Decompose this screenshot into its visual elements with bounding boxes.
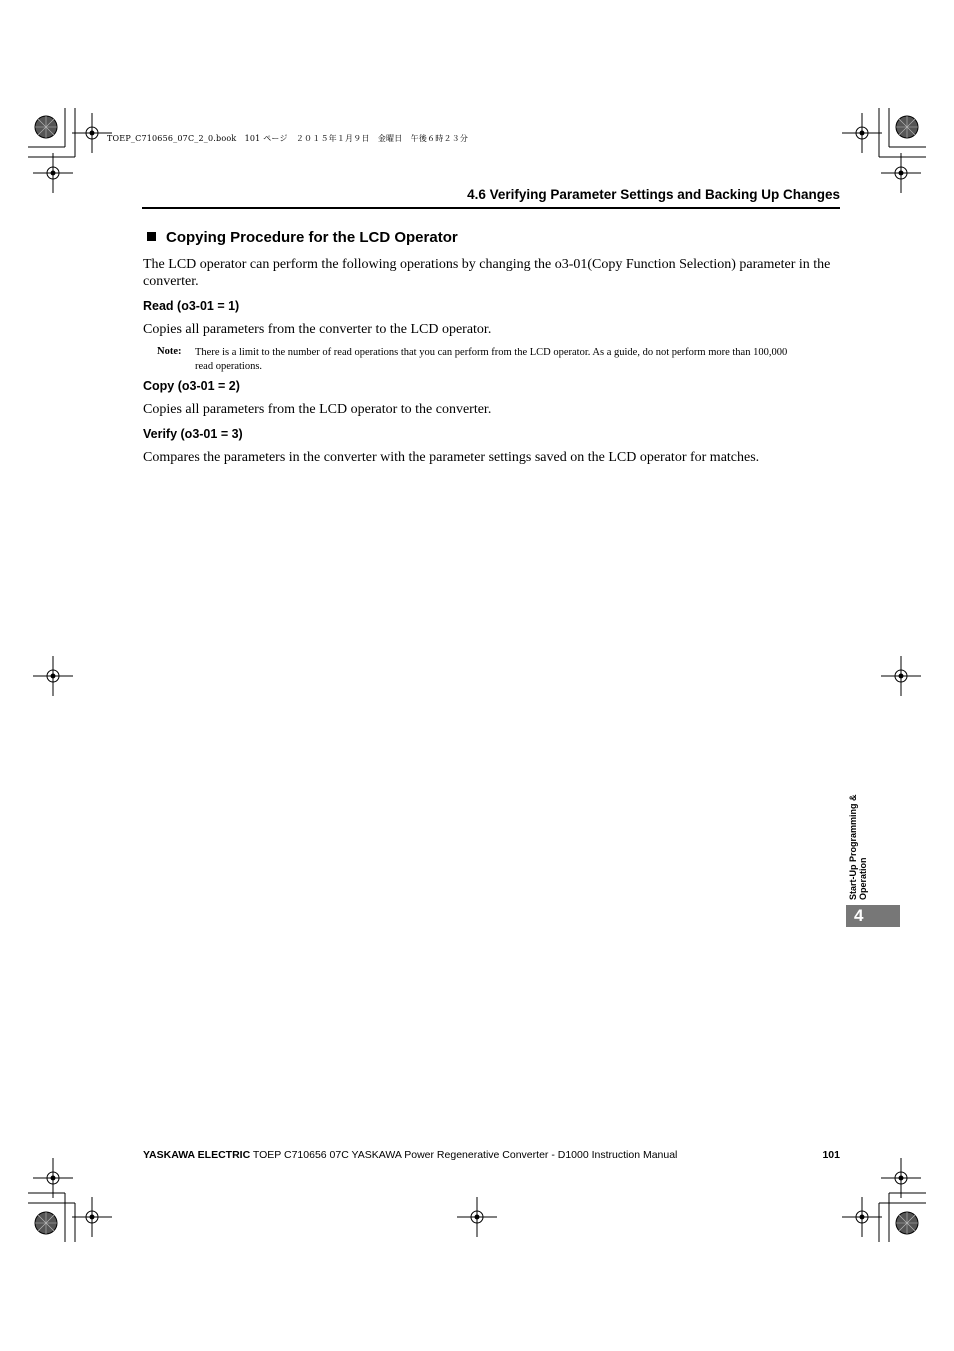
copy-paragraph: Copies all parameters from the LCD operator to the converter. xyxy=(143,402,492,417)
chapter-side-label: Start-Up Programming & Operation xyxy=(848,794,868,900)
read-heading: Read (o3-01 = 1) xyxy=(143,299,240,313)
verify-heading: Verify (o3-01 = 3) xyxy=(143,427,243,441)
footer-brand: YASKAWA ELECTRIC xyxy=(143,1149,251,1161)
note-label: Note: xyxy=(157,346,182,357)
page-number: 101 xyxy=(822,1149,840,1161)
copy-heading: Copy (o3-01 = 2) xyxy=(143,379,240,393)
heading-text: Copying Procedure for the LCD Operator xyxy=(166,229,458,246)
section-header: 4.6 Verifying Parameter Settings and Backing Up Changes xyxy=(467,187,840,202)
read-paragraph: Copies all parameters from the converter to the LCD operator. xyxy=(143,322,492,337)
print-info-line: TOEP_C710656_07C_2_0.book 101 ページ ２０１５年１月９日 金曜日 午後６時２３分 xyxy=(107,134,469,143)
note-text: There is a limit to the number of read operations that you can perform from the LCD operator. As a guide, do not perform more than 100,000 read operations. xyxy=(195,347,788,372)
verify-paragraph: Compares the parameters in the converter with the parameter settings saved on the LCD operator for matches. xyxy=(143,450,760,465)
chapter-tab: 4 xyxy=(846,905,900,927)
intro-paragraph: The LCD operator can perform the following operations by changing the o3-01(Copy Function Selection) parameter in the converter. xyxy=(143,257,831,289)
footer-text: TOEP C710656 07C YASKAWA Power Regenerative Converter - D1000 Instruction Manual xyxy=(250,1149,678,1161)
